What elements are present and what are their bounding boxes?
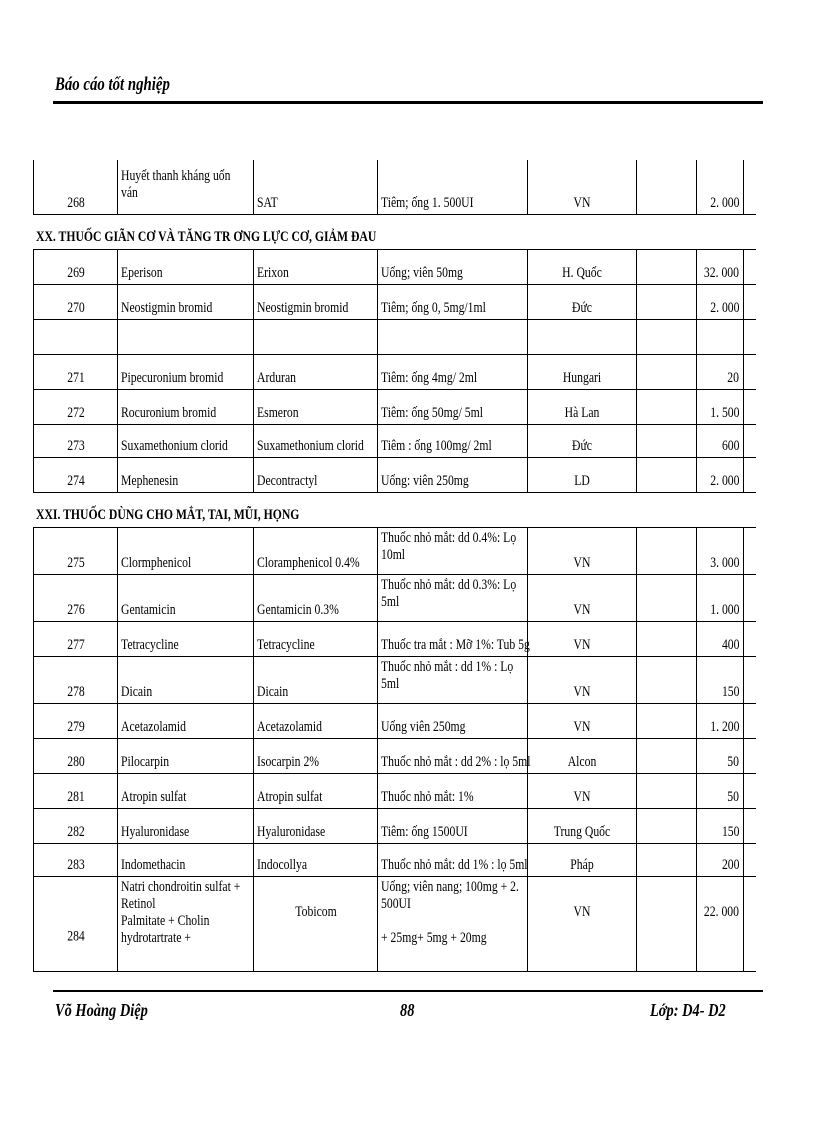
cell-form: Tiêm; ống 0, 5mg/1ml [377, 285, 527, 319]
cell-brand: Decontractyl [253, 458, 377, 492]
cell-name: Pipecuronium bromid [117, 355, 253, 389]
cell-name: Gentamicin [117, 575, 253, 621]
cell-origin: Hà Lan [527, 390, 636, 424]
cell-empty [743, 285, 756, 319]
cell-form: Uống; viên 50mg [377, 250, 527, 284]
section-heading: XX. THUỐC GIÃN CƠ VÀ TĂNG TR ƠNG LỰC CƠ, GIẢM ĐAU [33, 215, 756, 250]
cell-qty: 200 [696, 844, 743, 876]
cell-qty: 1. 500 [696, 390, 743, 424]
cell-form: Thuốc nhỏ mắt : dd 1% : Lọ 5ml [377, 657, 527, 703]
cell-empty [636, 774, 696, 808]
cell-name: Dicain [117, 657, 253, 703]
cell-name: Neostigmin bromid [117, 285, 253, 319]
cell-brand: Hyaluronidase [253, 809, 377, 843]
cell-qty: 3. 000 [696, 528, 743, 574]
cell-qty: 150 [696, 657, 743, 703]
table-row [33, 739, 756, 774]
cell-qty: 22. 000 [696, 877, 743, 971]
cell-form: Thuốc nhỏ mắt: dd 1% : lọ 5ml [377, 844, 527, 876]
cell-no: 283 [33, 844, 117, 876]
cell-brand: Esmeron [253, 390, 377, 424]
cell-no: 280 [33, 739, 117, 773]
cell-no: 270 [33, 285, 117, 319]
cell-form: Tiêm; ống 1. 500UI [377, 160, 527, 214]
cell-name: Eperison [117, 250, 253, 284]
cell-name: Tetracycline [117, 622, 253, 656]
cell-empty [743, 575, 756, 621]
cell-empty [636, 458, 696, 492]
table-row [33, 809, 756, 844]
cell-brand: Erixon [253, 250, 377, 284]
cell-empty [636, 575, 696, 621]
cell-form: Tiêm : ống 100mg/ 2ml [377, 425, 527, 457]
cell-no: 272 [33, 390, 117, 424]
table-row [33, 704, 756, 739]
cell-origin: VN [527, 704, 636, 738]
cell-origin: Pháp [527, 844, 636, 876]
cell-empty [743, 774, 756, 808]
cell-origin: VN [527, 877, 636, 971]
cell-origin: VN [527, 657, 636, 703]
cell-empty [743, 160, 756, 214]
table-row [33, 575, 756, 622]
cell-empty [636, 844, 696, 876]
cell-name: Suxamethonium clorid [117, 425, 253, 457]
cell-form: Tiêm: ống 4mg/ 2ml [377, 355, 527, 389]
header-rule [53, 101, 763, 104]
cell-brand: SAT [253, 160, 377, 214]
cell-no: 276 [33, 575, 117, 621]
cell-no: 274 [33, 458, 117, 492]
cell-empty [743, 528, 756, 574]
cell-form: Thuốc tra mắt : Mỡ 1%: Tub 5g [377, 622, 527, 656]
cell-no: 275 [33, 528, 117, 574]
cell-origin: Alcon [527, 739, 636, 773]
table-row [33, 250, 756, 285]
cell-brand: Isocarpin 2% [253, 739, 377, 773]
drug-table [33, 160, 756, 972]
cell-name: Acetazolamid [117, 704, 253, 738]
cell-qty: 1. 000 [696, 575, 743, 621]
cell-name: Rocuronium bromid [117, 390, 253, 424]
report-title: Báo cáo tốt nghiệp [55, 74, 170, 95]
cell-empty [636, 250, 696, 284]
cell-form: Uống viên 250mg [377, 704, 527, 738]
cell-qty: 1. 200 [696, 704, 743, 738]
cell-empty [743, 355, 756, 389]
table-row [33, 390, 756, 425]
cell-name: Atropin sulfat [117, 774, 253, 808]
cell-name: Indomethacin [117, 844, 253, 876]
cell-no: 284 [33, 877, 117, 971]
cell-qty: 32. 000 [696, 250, 743, 284]
table-row [33, 528, 756, 575]
cell-brand: Acetazolamid [253, 704, 377, 738]
table-row [33, 877, 756, 972]
cell-form: Thuốc nhỏ mắt: dd 0.3%: Lọ 5ml [377, 575, 527, 621]
table-row [33, 458, 756, 493]
cell-no: 273 [33, 425, 117, 457]
page-number: 88 [400, 1000, 415, 1020]
cell-origin: Trung Quốc [527, 809, 636, 843]
table-row [33, 285, 756, 320]
cell-qty: 50 [696, 739, 743, 773]
footer-rule [53, 990, 763, 992]
cell-empty [636, 657, 696, 703]
cell-no: 271 [33, 355, 117, 389]
cell-empty [636, 809, 696, 843]
cell-origin: Đức [527, 285, 636, 319]
cell-form: Tiêm: ống 50mg/ 5ml [377, 390, 527, 424]
section-heading: XXI. THUỐC DÙNG CHO MẮT, TAI, MŨI, HỌNG [33, 493, 756, 528]
cell-origin: VN [527, 622, 636, 656]
cell-form: Tiêm: ống 1500UI [377, 809, 527, 843]
cell-name: Natri chondroitin sulfat + Retinol Palmitate + Cholin hydrotartrate + [117, 877, 253, 971]
cell-empty [636, 425, 696, 457]
cell-name: Pilocarpin [117, 739, 253, 773]
cell-origin: VN [527, 575, 636, 621]
cell-brand: Arduran [253, 355, 377, 389]
cell-origin: LD [527, 458, 636, 492]
cell-empty [636, 160, 696, 214]
cell-qty: 400 [696, 622, 743, 656]
cell-empty [743, 809, 756, 843]
cell-name: Huyết thanh kháng uốn ván [117, 160, 253, 214]
cell-qty: 20 [696, 355, 743, 389]
cell-empty [636, 528, 696, 574]
cell-name: Mephenesin [117, 458, 253, 492]
table-row [33, 622, 756, 657]
cell-form: Thuốc nhỏ mắt : dd 2% : lọ 5ml [377, 739, 527, 773]
cell-empty [636, 739, 696, 773]
cell-empty [636, 355, 696, 389]
cell-no: 279 [33, 704, 117, 738]
cell-origin: VN [527, 774, 636, 808]
cell-origin: Hungari [527, 355, 636, 389]
cell-qty: 150 [696, 809, 743, 843]
cell-empty [636, 704, 696, 738]
cell-no: 278 [33, 657, 117, 703]
cell-brand: Atropin sulfat [253, 774, 377, 808]
cell-origin: Đức [527, 425, 636, 457]
cell-empty [743, 877, 756, 971]
cell-brand: Indocollya [253, 844, 377, 876]
cell-qty: 600 [696, 425, 743, 457]
cell-origin: VN [527, 528, 636, 574]
cell-empty [743, 390, 756, 424]
table-row [33, 774, 756, 809]
cell-no: 281 [33, 774, 117, 808]
author-name: Võ Hoàng Diệp [55, 1000, 148, 1020]
cell-brand: Cloramphenicol 0.4% [253, 528, 377, 574]
cell-origin: VN [527, 160, 636, 214]
cell-no: 269 [33, 250, 117, 284]
cell-form: Thuốc nhỏ mắt: dd 0.4%: Lọ 10ml [377, 528, 527, 574]
table-row [33, 355, 756, 390]
cell-empty [743, 425, 756, 457]
cell-qty: 2. 000 [696, 160, 743, 214]
cell-qty: 2. 000 [696, 285, 743, 319]
cell-no: 268 [33, 160, 117, 214]
cell-brand: Neostigmin bromid [253, 285, 377, 319]
cell-name: Clormphenicol [117, 528, 253, 574]
table-row [33, 425, 756, 458]
cell-brand: Suxamethonium clorid [253, 425, 377, 457]
cell-origin: H. Quốc [527, 250, 636, 284]
cell-name: Hyaluronidase [117, 809, 253, 843]
cell-empty [743, 844, 756, 876]
table-row [33, 657, 756, 704]
cell-empty [743, 657, 756, 703]
cell-empty [636, 622, 696, 656]
cell-no: 277 [33, 622, 117, 656]
cell-empty [743, 458, 756, 492]
cell-empty [743, 704, 756, 738]
cell-form: Thuốc nhỏ mắt: 1% [377, 774, 527, 808]
cell-empty [636, 285, 696, 319]
cell-brand: Tobicom [253, 877, 377, 971]
class-label: Lớp: D4- D2 [650, 1000, 726, 1020]
cell-qty: 2. 000 [696, 458, 743, 492]
cell-empty [743, 739, 756, 773]
cell-qty: 50 [696, 774, 743, 808]
cell-empty [743, 622, 756, 656]
table-row [33, 844, 756, 877]
cell-brand: Dicain [253, 657, 377, 703]
cell-empty [636, 877, 696, 971]
cell-form: Uống; viên nang; 100mg + 2. 500UI + 25mg+ 5mg + 20mg [377, 877, 527, 971]
cell-empty [743, 250, 756, 284]
cell-empty [636, 390, 696, 424]
table-row [33, 160, 756, 215]
cell-brand: Tetracycline [253, 622, 377, 656]
cell-no: 282 [33, 809, 117, 843]
cell-form: Uống: viên 250mg [377, 458, 527, 492]
cell-brand: Gentamicin 0.3% [253, 575, 377, 621]
blank-row [33, 320, 756, 355]
